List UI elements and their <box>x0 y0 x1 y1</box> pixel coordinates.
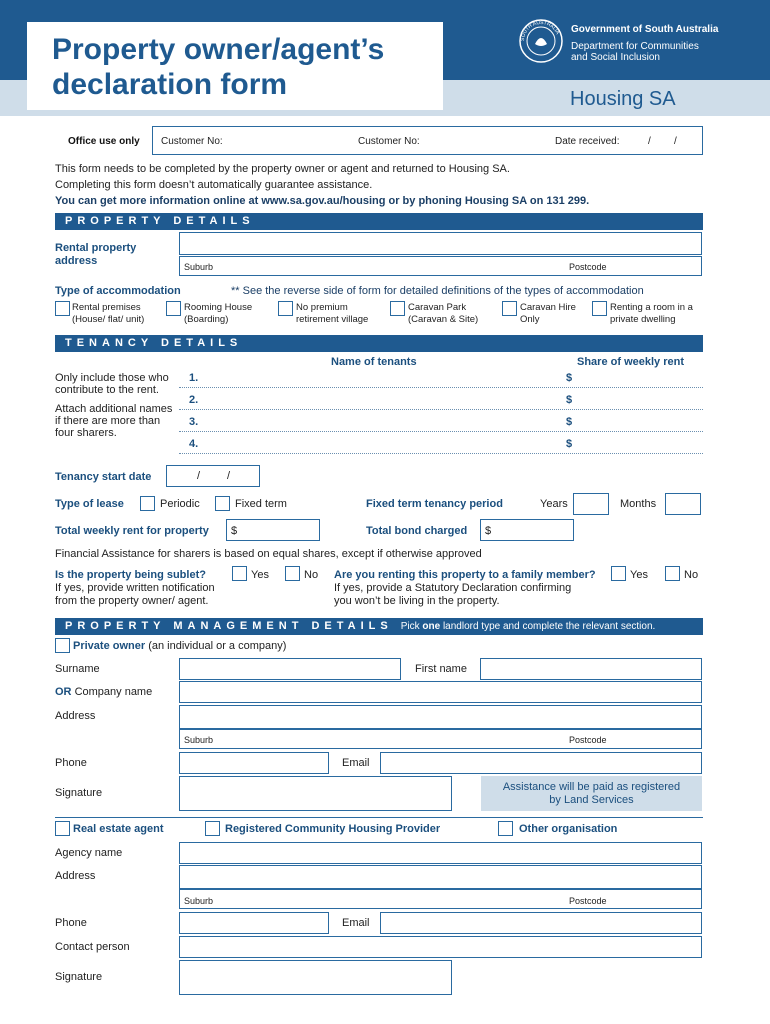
months-input[interactable] <box>665 493 701 515</box>
agency-suburb-input[interactable] <box>179 889 702 909</box>
family-note-2: you won’t be living in the property. <box>334 595 500 607</box>
family-no-checkbox[interactable] <box>665 566 680 581</box>
property-details-heading: PROPERTY DETAILS <box>55 213 703 230</box>
bond-label: Total bond charged <box>366 525 468 537</box>
page-title-line1: Property owner/agent’s <box>52 33 385 66</box>
rental-suburb-input[interactable] <box>179 256 702 276</box>
owner-postcode-label: Postcode <box>569 735 607 745</box>
intro-line2: Completing this form doesn’t automatically guarantee assistance. <box>55 179 373 191</box>
sublet-note-1: If yes, provide written notification <box>55 582 215 594</box>
tenant-note-2: contribute to the rent. <box>55 384 159 396</box>
intro-line3: You can get more information online at www.sa.gov.au/housing or by phoning Housing SA on 131 299. <box>55 195 590 207</box>
family-yes-checkbox[interactable] <box>611 566 626 581</box>
accom-rental-label: Rental premises (House/ flat/ unit) <box>72 302 145 325</box>
tenant-row-3-number: 3. <box>189 416 199 428</box>
years-input[interactable] <box>573 493 609 515</box>
tenancy-start-slash-2: / <box>227 470 231 482</box>
first-name-label: First name <box>415 663 467 675</box>
sublet-note-2: from the property owner/ agent. <box>55 595 209 607</box>
tenancy-start-input[interactable] <box>166 465 260 487</box>
agency-suburb-label: Suburb <box>184 896 214 906</box>
owner-signature-input[interactable] <box>179 776 452 811</box>
tenancy-details-heading: TENANCY DETAILS <box>55 335 703 352</box>
owner-address-label: Address <box>55 710 96 722</box>
lease-fixed-checkbox[interactable] <box>215 496 230 511</box>
accom-retirement-checkbox[interactable] <box>278 301 293 316</box>
weekly-rent-input[interactable] <box>226 519 320 541</box>
accom-rooming-label: Rooming House (Boarding) <box>184 302 253 325</box>
tenant-row-1-line[interactable] <box>179 387 703 388</box>
contact-person-input[interactable] <box>179 936 702 958</box>
accom-caravan-park-label: Caravan Park (Caravan & Site) <box>408 302 479 325</box>
management-note: Pick one landlord type and complete the relevant section. <box>400 621 656 632</box>
tenancy-start-label: Tenancy start date <box>55 471 152 483</box>
rental-address-input[interactable] <box>179 232 702 255</box>
accom-room-label: Renting a room in a private dwelling <box>610 302 693 325</box>
surname-label: Surname <box>55 663 100 675</box>
agency-phone-input[interactable] <box>179 912 329 934</box>
agency-address-input[interactable] <box>179 865 702 889</box>
rental-address-label-2: address <box>55 255 98 267</box>
owner-signature-label: Signature <box>55 787 103 799</box>
tenant-row-4-dollar: $ <box>566 438 573 450</box>
tenant-name-header: Name of tenants <box>331 356 417 368</box>
dept-line2: and Social Inclusion <box>571 52 660 63</box>
lease-periodic-checkbox[interactable] <box>140 496 155 511</box>
tenant-row-2-dollar: $ <box>566 394 573 406</box>
owner-phone-label: Phone <box>55 757 87 769</box>
owner-email-input[interactable] <box>380 752 702 774</box>
fixed-period-label: Fixed term tenancy period <box>366 498 503 510</box>
tenant-row-2-number: 2. <box>189 394 199 406</box>
private-owner-label: Private owner (an individual or a company) <box>73 640 287 652</box>
tenant-row-3-dollar: $ <box>566 416 573 428</box>
agency-name-label: Agency name <box>55 847 123 859</box>
family-yes-label: Yes <box>630 569 648 581</box>
company-name-input[interactable] <box>179 681 702 703</box>
accom-room-checkbox[interactable] <box>592 301 607 316</box>
svg-text:SOUTH AUSTRALIA: SOUTH AUSTRALIA <box>519 19 561 42</box>
postcode-label: Postcode <box>569 262 607 272</box>
sublet-yes-label: Yes <box>251 569 269 581</box>
accom-note: ** See the reverse side of form for detailed definitions of the types of accommodation <box>231 285 644 297</box>
family-no-label: No <box>684 569 699 581</box>
rental-address-label-1: Rental property <box>55 242 137 254</box>
surname-input[interactable] <box>179 658 401 680</box>
agency-phone-label: Phone <box>55 917 87 929</box>
tenant-note-1: Only include those who <box>55 372 169 384</box>
accom-label: Type of accommodation <box>55 285 181 297</box>
company-name-label: OR Company name <box>55 686 153 698</box>
agency-email-label: Email <box>342 917 370 929</box>
page-title-line2: declaration form <box>52 68 288 101</box>
other-organisation-label: Other organisation <box>519 823 618 835</box>
owner-suburb-label: Suburb <box>184 735 214 745</box>
weekly-rent-dollar: $ <box>231 525 238 537</box>
sublet-yes-checkbox[interactable] <box>232 566 247 581</box>
management-heading: PROPERTY MANAGEMENT DETAILS Pick one landlord type and complete the relevant section. <box>55 618 703 635</box>
bond-dollar: $ <box>485 525 492 537</box>
agency-signature-input[interactable] <box>179 960 452 995</box>
real-estate-agent-label: Real estate agent <box>73 823 164 835</box>
accom-caravan-hire-checkbox[interactable] <box>502 301 517 316</box>
date-slash-2: / <box>674 136 677 147</box>
tenant-row-4-line[interactable] <box>179 453 703 454</box>
accom-rooming-checkbox[interactable] <box>166 301 181 316</box>
real-estate-agent-checkbox[interactable] <box>55 821 70 836</box>
customer-no-2: Customer No: <box>358 136 420 147</box>
weekly-rent-label: Total weekly rent for property <box>55 525 209 537</box>
years-label: Years <box>540 498 568 510</box>
owner-email-label: Email <box>342 757 370 769</box>
accom-rental-checkbox[interactable] <box>55 301 70 316</box>
tenant-row-3-line[interactable] <box>179 431 703 432</box>
lease-type-label: Type of lease <box>55 498 124 510</box>
divider-agent <box>55 817 703 818</box>
tenant-row-2-line[interactable] <box>179 409 703 410</box>
suburb-label: Suburb <box>184 262 214 272</box>
agency-email-input[interactable] <box>380 912 702 934</box>
family-question: Are you renting this property to a family member? <box>334 569 596 581</box>
tenant-row-1-dollar: $ <box>566 372 573 384</box>
dept-line1: Department for Communities <box>571 41 699 52</box>
owner-address-input[interactable] <box>179 705 702 729</box>
office-use-text: Office use only <box>68 136 140 147</box>
community-provider-checkbox[interactable] <box>205 821 220 836</box>
accom-retirement-label: No premium retirement village <box>296 302 369 325</box>
private-owner-checkbox[interactable] <box>55 638 70 653</box>
lease-fixed-label: Fixed term <box>235 498 287 510</box>
agency-address-label: Address <box>55 870 96 882</box>
tenant-row-4-number: 4. <box>189 438 199 450</box>
sublet-no-checkbox[interactable] <box>285 566 300 581</box>
months-label: Months <box>620 498 657 510</box>
tenant-note-5: four sharers. <box>55 427 117 439</box>
sublet-question: Is the property being sublet? <box>55 569 206 581</box>
tenant-share-header: Share of weekly rent <box>577 356 684 368</box>
land-services-note: Assistance will be paid as registered by Land Services <box>481 776 702 811</box>
lease-periodic-label: Periodic <box>160 498 200 510</box>
agency-postcode-label: Postcode <box>569 896 607 906</box>
owner-suburb-input[interactable] <box>179 729 702 749</box>
agency-signature-label: Signature <box>55 971 103 983</box>
gov-name: Government of South Australia <box>571 24 719 35</box>
state-seal <box>518 18 564 64</box>
tenancy-start-slash-1: / <box>197 470 201 482</box>
accom-caravan-park-checkbox[interactable] <box>390 301 405 316</box>
community-provider-label: Registered Community Housing Provider <box>225 823 441 835</box>
first-name-input[interactable] <box>480 658 702 680</box>
intro-line1: This form needs to be completed by the property owner or agent and returned to Housing SA. <box>55 163 510 175</box>
brand-housing-sa: Housing SA <box>570 88 676 110</box>
accom-caravan-hire-label: Caravan Hire Only <box>520 302 576 325</box>
customer-no-1: Customer No: <box>161 136 223 147</box>
date-received: Date received: <box>555 136 620 147</box>
assistance-note: Financial Assistance for sharers is based on equal shares, except if otherwise approved <box>55 548 482 560</box>
other-organisation-checkbox[interactable] <box>498 821 513 836</box>
owner-phone-input[interactable] <box>179 752 329 774</box>
date-slash-1: / <box>648 136 651 147</box>
tenant-note-3: Attach additional names <box>55 403 173 415</box>
bond-input[interactable] <box>480 519 574 541</box>
tenant-note-4: if there are more than <box>55 415 161 427</box>
sublet-no-label: No <box>304 569 319 581</box>
tenant-row-1-number: 1. <box>189 372 199 384</box>
agency-name-input[interactable] <box>179 842 702 864</box>
contact-person-label: Contact person <box>55 941 130 953</box>
family-note-1: If yes, provide a Statutory Declaration confirming <box>334 582 572 594</box>
